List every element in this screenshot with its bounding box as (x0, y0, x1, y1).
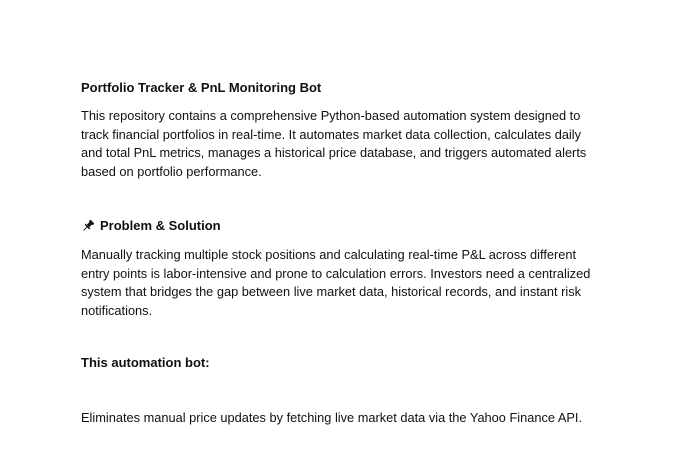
document-page (81, 0, 601, 459)
problem-solution-heading (81, 217, 221, 235)
intro-paragraph: This repository contains a comprehensive Python-based automation system designed to track financial portfolios in real-time. It automates market data collection, calculates daily and total PnL metrics, manages a historical price database, and triggers automated alerts based on portfolio performance. (81, 108, 587, 179)
automation-bot-item: Eliminates manual price updates by fetching live market data via the Yahoo Finance API. (81, 410, 583, 425)
document-title: Portfolio Tracker & PnL Monitoring Bot (81, 80, 322, 95)
automation-bot-heading: This automation bot: (81, 355, 210, 370)
pushpin-icon (81, 219, 95, 233)
problem-solution-paragraph: Manually tracking multiple stock positions and calculating real-time P&L across different entry points is labor-intensive and prone to calculation errors. Investors need a centralized system that bridges the gap between live market data, historical records, and instant risk notifications. (81, 247, 591, 318)
problem-solution-heading-text: Problem & Solution (100, 218, 221, 233)
